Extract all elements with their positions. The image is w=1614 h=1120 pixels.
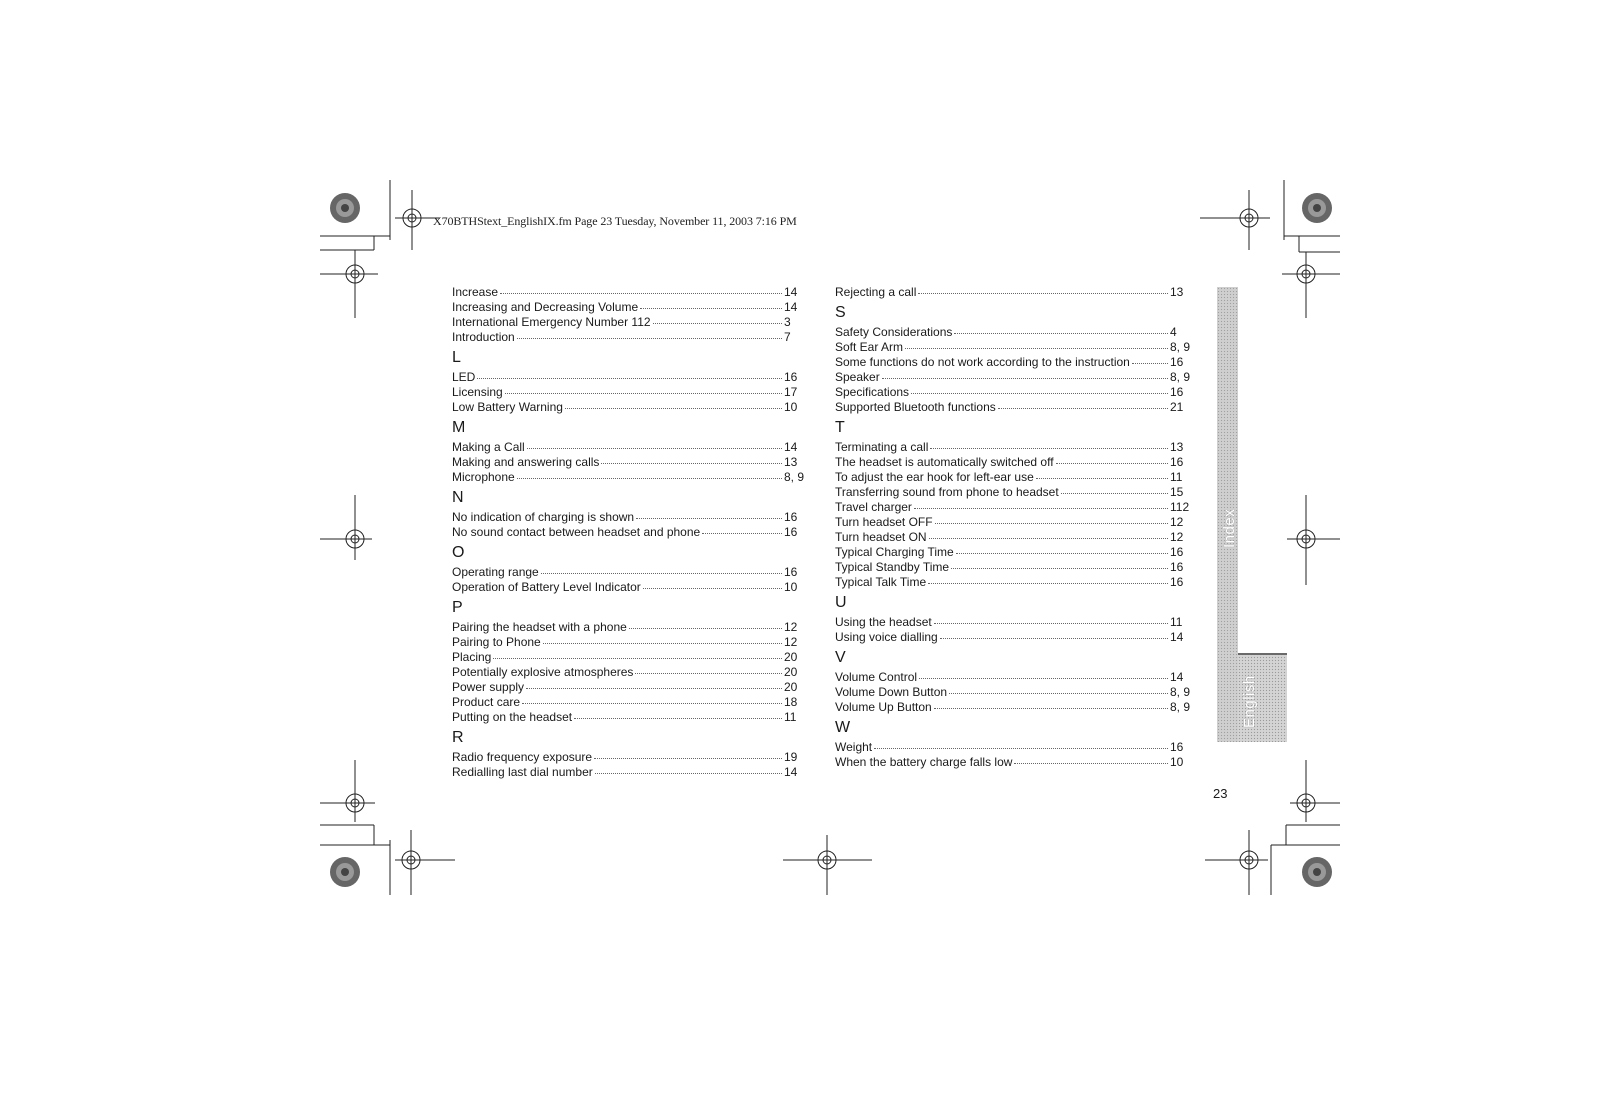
entry-pages: 17 [784,385,798,399]
entry-pages: 16 [1170,740,1184,754]
entry-pages: 12 [1170,515,1184,529]
entry-label: Redialling last dial number [452,765,593,779]
dot-leader [527,447,782,449]
entry-label: Radio frequency exposure [452,750,593,764]
index-column-right [835,285,1190,770]
entry-label: Introduction [452,330,515,344]
index-entry [835,500,1190,515]
entry-label: Using voice dialling [835,630,938,644]
dot-leader [702,532,782,534]
entry-pages: 16 [1170,455,1184,469]
index-entry [452,635,804,650]
entry-pages: 16 [1170,355,1184,369]
index-entry [452,680,804,695]
entry-label: Increasing and Decreasing Volume [452,300,639,314]
entry-label: Licensing [452,385,503,399]
dot-leader [517,337,782,339]
index-section [452,544,804,595]
index-section [452,489,804,540]
index-entry [835,740,1190,755]
section-letter: M [452,419,466,436]
dot-leader [517,477,782,479]
dot-leader [1036,477,1168,479]
dot-leader [629,627,782,629]
dot-leader [882,377,1168,379]
entry-label: Specifications [835,385,910,399]
dot-leader [914,507,1168,509]
entry-label: Putting on the headset [452,710,573,724]
entry-label: Rejecting a call [835,285,917,299]
dot-leader [643,587,782,589]
section-letter: R [452,729,464,746]
entry-label: No sound contact between headset and phone [452,525,701,539]
page-header: X70BTHStext_EnglishIX.fm Page 23 Tuesday, November 11, 2003 7:16 PM [433,214,797,228]
dot-leader [919,677,1168,679]
dot-leader [595,772,782,774]
entry-pages: 14 [784,300,798,314]
section-letter: V [835,649,846,666]
entry-label: No indication of charging is shown [452,510,635,524]
entry-label: Placing [452,650,492,664]
dot-leader [653,322,782,324]
index-entry [835,670,1190,685]
section-letter: L [452,349,461,366]
entry-label: Speaker [835,370,880,384]
entry-pages: 12 [1170,530,1184,544]
entry-label: Low Battery Warning [452,400,563,414]
dot-leader [954,332,1168,334]
entry-label: Safety Considerations [835,325,953,339]
entry-label: Operation of Battery Level Indicator [452,580,641,594]
index-entry [835,630,1190,645]
section-letter: W [835,719,851,736]
entry-label: Turn headset OFF [835,515,933,529]
dot-leader [956,552,1168,554]
entry-label: Weight [835,740,873,754]
index-entry [835,515,1190,530]
dot-leader [636,517,782,519]
section-letter: U [835,594,847,611]
index-section [835,719,1190,770]
dot-leader [929,537,1168,539]
index-entry [452,565,804,580]
entry-label: Making a Call [452,440,525,454]
entry-pages: 20 [784,680,798,694]
dot-leader [998,407,1168,409]
index-entry [835,575,1190,590]
index-entry [452,385,804,400]
section-letter: T [835,419,845,436]
index-section [452,419,804,485]
index-section [452,729,804,780]
entry-pages: 19 [784,750,798,764]
entry-pages: 16 [784,370,798,384]
entry-pages: 10 [784,400,798,414]
index-entry [452,400,804,415]
entry-pages: 16 [784,525,798,539]
index-entry [835,545,1190,560]
index-entry [835,400,1190,415]
entry-pages: 10 [1170,755,1184,769]
dot-leader [951,567,1168,569]
dot-leader [500,292,782,294]
index-section [835,594,1190,645]
entry-pages: 20 [784,650,798,664]
index-entry [452,300,804,315]
entry-pages: 4 [1170,325,1177,339]
entry-label: Volume Control [835,670,918,684]
section-letter: O [452,544,465,561]
dot-leader [918,292,1168,294]
index-entry [452,285,804,300]
index-section [835,419,1190,590]
index-entry [835,700,1190,715]
index-entry [835,385,1190,400]
entry-pages: 8, 9 [783,470,804,484]
dot-leader [493,657,782,659]
index-entry [452,650,804,665]
index-section [835,649,1190,715]
dot-leader [911,392,1168,394]
entry-label: Power supply [452,680,525,694]
entry-label: Microphone [452,470,515,484]
index-section [452,285,804,345]
dot-leader [477,377,782,379]
dot-leader [928,582,1168,584]
index-entry [452,370,804,385]
dot-leader [640,307,782,309]
dot-leader [874,747,1168,749]
entry-pages: 11 [1170,615,1183,629]
entry-label: Pairing the headset with a phone [452,620,627,634]
index-entry [835,470,1190,485]
english-tab-label: English [1241,675,1258,728]
dot-leader [594,757,782,759]
entry-label: Volume Down Button [835,685,948,699]
entry-pages: 112 [1170,500,1190,514]
index-entry [452,330,804,345]
entry-pages: 16 [1170,385,1184,399]
entry-pages: 20 [784,665,798,679]
dot-leader [601,462,782,464]
entry-label: Operating range [452,565,539,579]
entry-label: LED [452,370,476,384]
dot-leader [940,637,1168,639]
entry-pages: 15 [1170,485,1184,499]
dot-leader [949,692,1168,694]
index-section [835,285,1190,300]
index-entry [835,485,1190,500]
entry-pages: 13 [784,455,798,469]
entry-pages: 7 [784,330,791,344]
section-letter: P [452,599,463,616]
entry-label: Transferring sound from phone to headset [835,485,1059,499]
index-entry [452,525,804,540]
entry-pages: 8, 9 [1169,700,1190,714]
dot-leader [543,642,782,644]
index-entry [452,710,804,725]
dot-leader [1014,762,1168,764]
index-entry [835,340,1190,355]
index-entry [835,440,1190,455]
entry-label: Typical Charging Time [835,545,954,559]
dot-leader [574,717,782,719]
index-entry [452,470,804,485]
entry-label: Soft Ear Arm [835,340,904,354]
entry-pages: 11 [784,710,797,724]
index-entry [835,325,1190,340]
entry-pages: 8, 9 [1169,370,1190,384]
entry-pages: 13 [1170,440,1184,454]
entry-label: Terminating a call [835,440,929,454]
dot-leader [935,522,1168,524]
index-entry [835,560,1190,575]
dot-leader [505,392,782,394]
tab-divider [1238,653,1287,655]
entry-pages: 16 [1170,560,1184,574]
entry-pages: 3 [784,315,791,329]
entry-label: Supported Bluetooth functions [835,400,996,414]
index-section [452,349,804,415]
dot-leader [1132,362,1168,364]
entry-pages: 16 [1170,545,1184,559]
index-entry [835,370,1190,385]
index-entry [835,455,1190,470]
index-entry [835,285,1190,300]
section-letter: N [452,489,464,506]
entry-pages: 14 [784,440,798,454]
index-entry [835,530,1190,545]
entry-label: The headset is automatically switched off [835,455,1054,469]
entry-pages: 13 [1170,285,1184,299]
index-entry [452,580,804,595]
index-section [835,304,1190,415]
entry-label: Some functions do not work according to the instruction [835,355,1130,369]
entry-label: Typical Talk Time [835,575,927,589]
entry-label: Turn headset ON [835,530,927,544]
index-entry [452,510,804,525]
entry-pages: 12 [784,620,798,634]
entry-label: To adjust the ear hook for left-ear use [835,470,1034,484]
entry-label: Typical Standby Time [835,560,950,574]
dot-leader [565,407,782,409]
entry-label: International Emergency Number 112 [452,315,651,329]
dot-leader [905,347,1168,349]
index-entry [835,755,1190,770]
entry-pages: 14 [784,765,798,779]
entry-pages: 14 [1170,630,1184,644]
entry-label: Volume Up Button [835,700,932,714]
index-entry [835,615,1190,630]
entry-pages: 21 [1170,400,1184,414]
dot-leader [541,572,782,574]
entry-label: Travel charger [835,500,912,514]
entry-label: Potentially explosive atmospheres [452,665,634,679]
entry-pages: 16 [784,510,798,524]
entry-pages: 11 [1170,470,1183,484]
page-number: 23 [1213,786,1228,801]
entry-label: When the battery charge falls low [835,755,1013,769]
entry-pages: 8, 9 [1169,685,1190,699]
index-entry [835,355,1190,370]
entry-pages: 10 [784,580,798,594]
entry-label: Making and answering calls [452,455,600,469]
index-entry [452,765,804,780]
dot-leader [1061,492,1168,494]
dot-leader [526,687,782,689]
index-column-left [452,285,804,780]
entry-pages: 16 [1170,575,1184,589]
index-entry [835,685,1190,700]
index-entry [452,455,804,470]
index-entry [452,620,804,635]
index-entry [452,440,804,455]
dot-leader [934,707,1168,709]
index-entry [452,750,804,765]
tab-background [1238,287,1287,653]
entry-pages: 14 [784,285,798,299]
entry-pages: 8, 9 [1169,340,1190,354]
entry-pages: 12 [784,635,798,649]
section-letter: S [835,304,846,321]
dot-leader [934,622,1168,624]
dot-leader [930,447,1168,449]
entry-label: Product care [452,695,521,709]
index-tab-label: Index [1221,508,1238,548]
dot-leader [1056,462,1168,464]
entry-pages: 14 [1170,670,1184,684]
index-entry [452,315,804,330]
index-entry [452,695,804,710]
index-section [452,599,804,725]
entry-label: Pairing to Phone [452,635,541,649]
entry-label: Increase [452,285,499,299]
entry-pages: 16 [784,565,798,579]
entry-pages: 18 [784,695,798,709]
dot-leader [522,702,782,704]
dot-leader [635,672,782,674]
entry-label: Using the headset [835,615,932,629]
index-entry [452,665,804,680]
